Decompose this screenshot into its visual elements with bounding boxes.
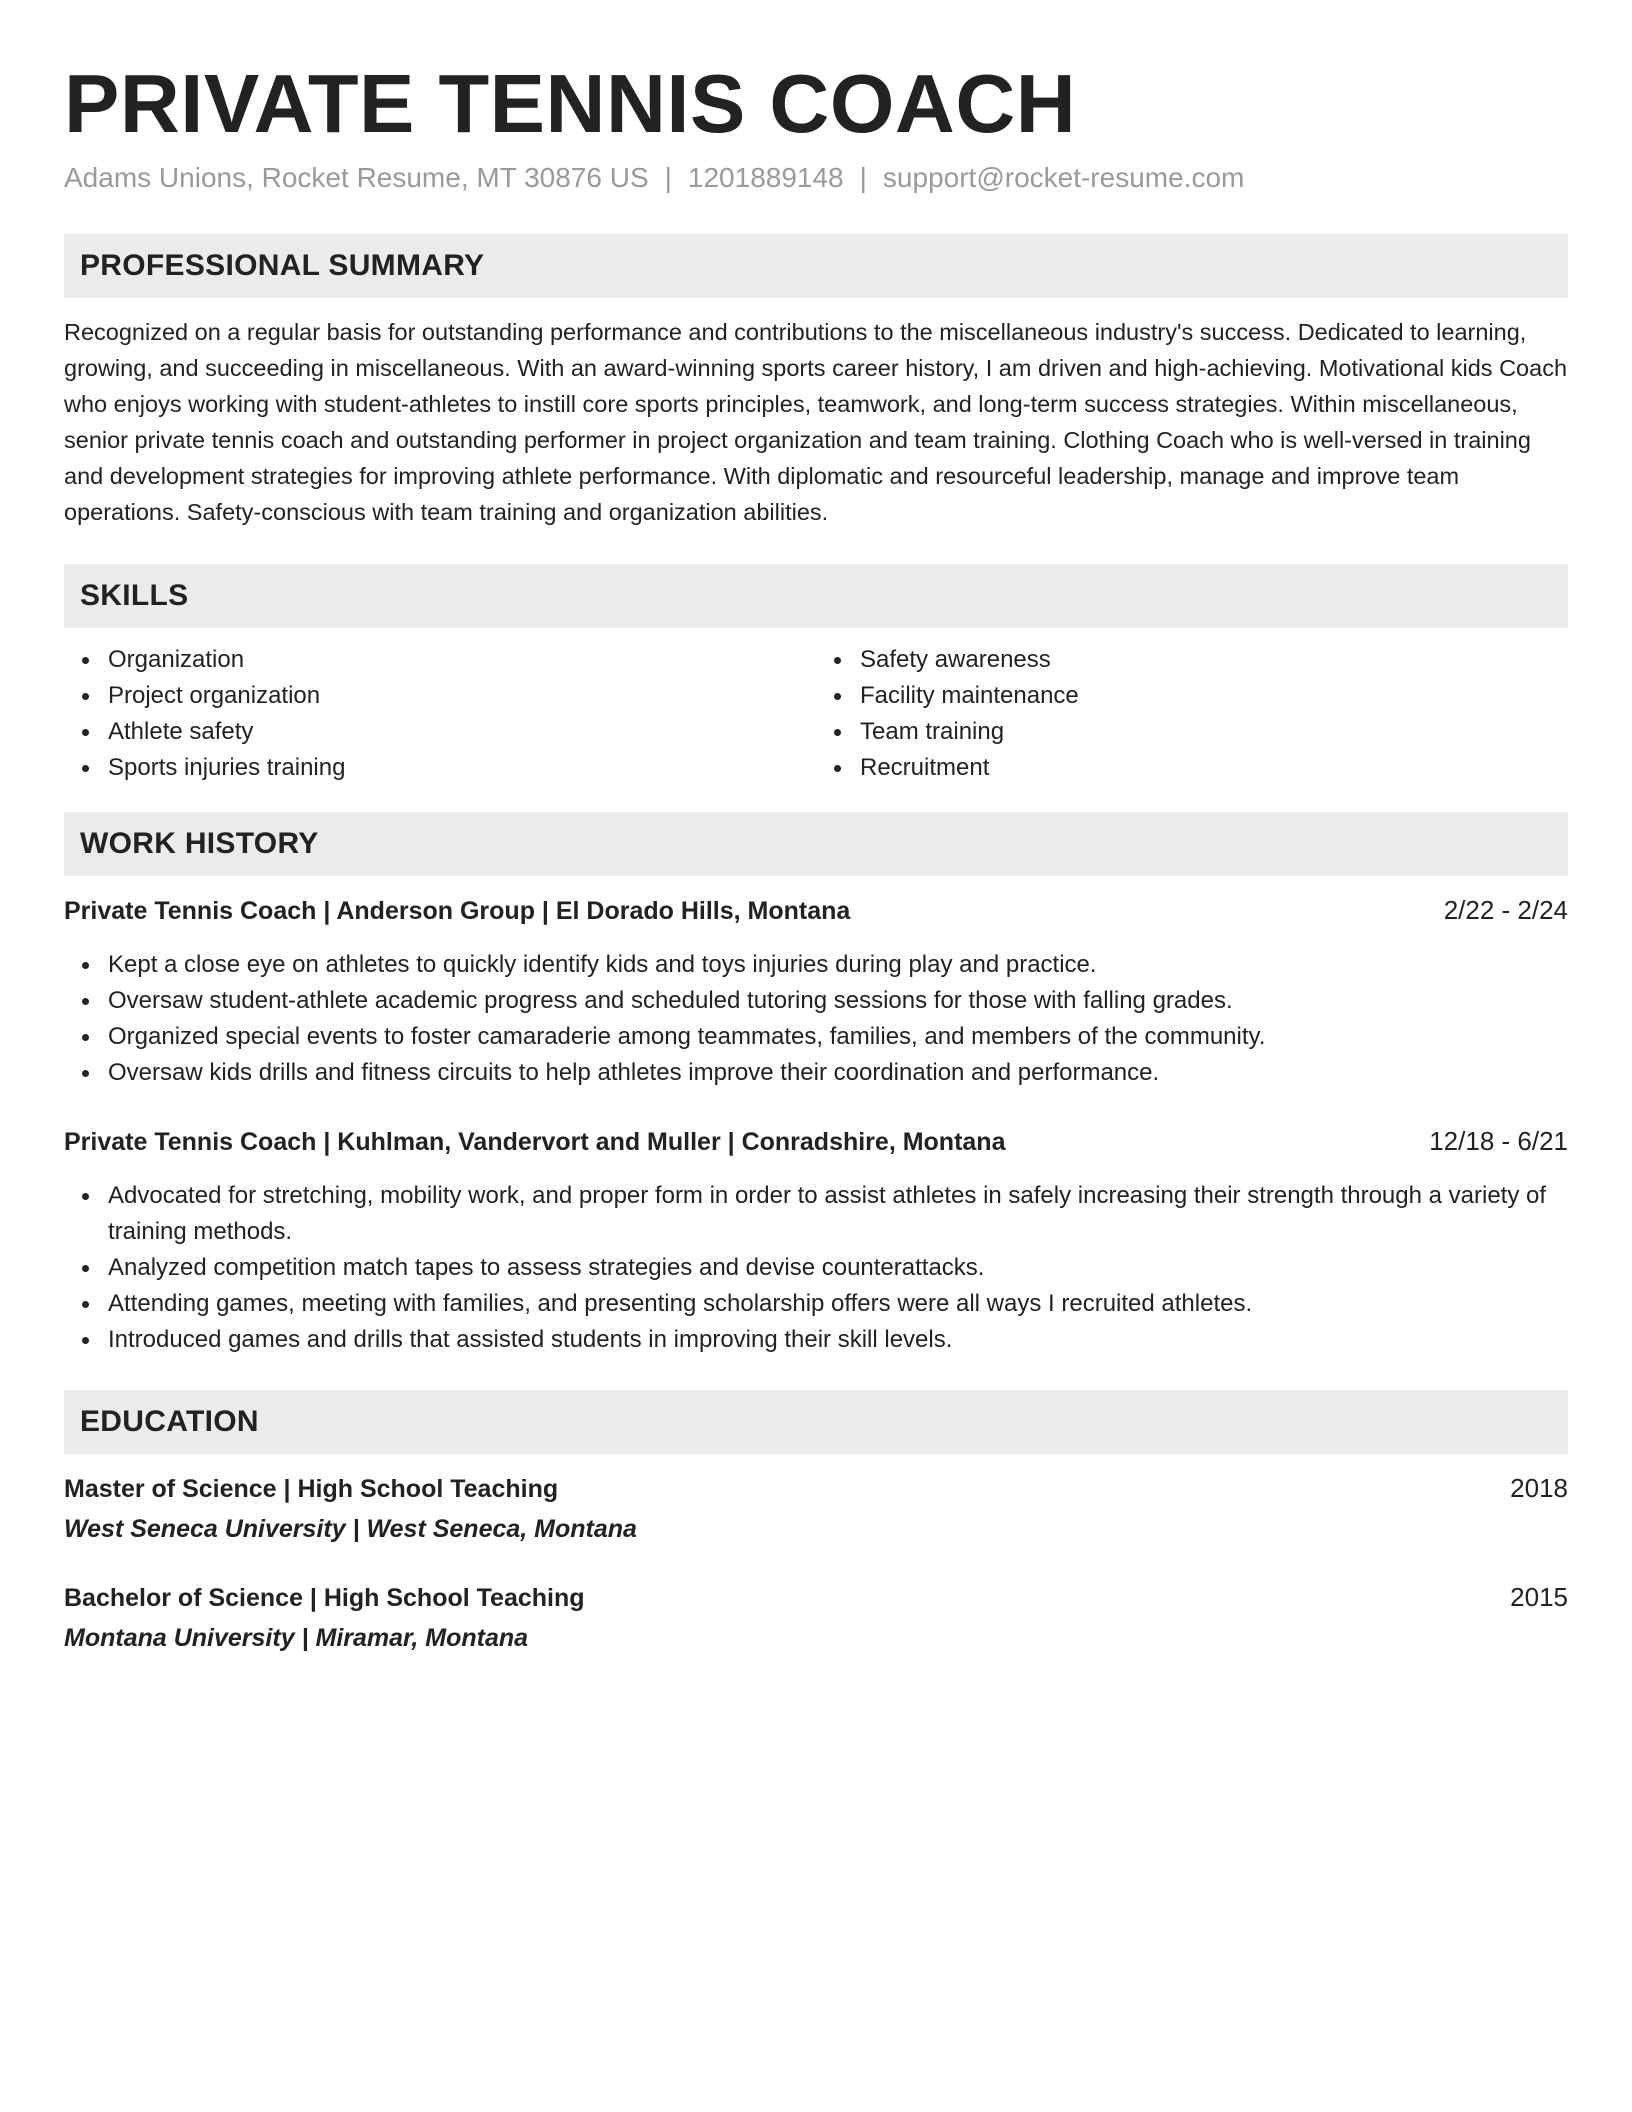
skills-column-right [816,642,1568,786]
skill-item: Organization [64,642,816,678]
degree-title: Master of Science | High School Teaching [64,1475,559,1503]
summary-heading: PROFESSIONAL SUMMARY [64,234,1568,298]
skill-item: Sports injuries training [64,750,816,786]
job-dates: 12/18 - 6/21 [1429,1126,1568,1156]
degree-year: 2015 [1510,1582,1568,1612]
contact-line [64,160,1568,196]
education-entry [64,1579,1568,1656]
skill-item: Facility maintenance [816,678,1568,714]
education-heading: EDUCATION [64,1390,1568,1454]
job-bullet: Analyzed competition match tapes to assess strategies and devise counterattacks. [64,1250,1568,1286]
school-name: Montana University | Miramar, Montana [64,1624,529,1652]
contact-address: Adams Unions, Rocket Resume, MT 30876 US [64,162,649,193]
skill-item: Project organization [64,678,816,714]
skill-item: Athlete safety [64,714,816,750]
summary-text: Recognized on a regular basis for outstanding performance and contributions to the miscellaneous industry's success. Dedicated to learning, growing, and succeeding in miscellaneous. With an award-winning sports career history, I am driven and high-achieving. Motivational kids Coach who enjoys working with student-athletes to instill core sports principles, teamwork, and long-term success strategies. Within miscellaneous, senior private tennis coach and outstanding performer in project organization and team training. Clothing Coach who is well-versed in training and development strategies for improving athlete performance. With diplomatic and resourceful leadership, manage and improve team operations. Safety-conscious with team training and organization abilities. [64,319,1568,525]
school-name: West Seneca University | West Seneca, Montana [64,1515,637,1543]
job-title: Private Tennis Coach | Kuhlman, Vandervort and Muller | Conradshire, Montana [64,1128,1006,1156]
job-bullet: Oversaw kids drills and fitness circuits to help athletes improve their coordination and performance. [64,1055,1568,1091]
job-bullet: Advocated for stretching, mobility work, and proper form in order to assist athletes in safely increasing their strength through a variety of training methods. [64,1178,1568,1250]
work-heading: WORK HISTORY [64,812,1568,876]
job-bullet: Introduced games and drills that assisted students in improving their skill levels. [64,1322,1568,1358]
contact-separator: | [664,162,672,193]
skill-item: Recruitment [816,750,1568,786]
education-entry [64,1470,1568,1547]
job-entry [64,1123,1568,1358]
degree-title: Bachelor of Science | High School Teaching [64,1584,585,1612]
contact-email: support@rocket-resume.com [882,162,1245,193]
job-bullet: Organized special events to foster camaraderie among teammates, families, and members of the community. [64,1019,1568,1055]
job-bullet: Attending games, meeting with families, and presenting scholarship offers were all ways I recruited athletes. [64,1286,1568,1322]
skill-item: Team training [816,714,1568,750]
job-entry [64,892,1568,1091]
job-bullets [64,1178,1568,1358]
skill-item: Safety awareness [816,642,1568,678]
job-bullets [64,947,1568,1091]
contact-separator: | [859,162,867,193]
job-title: Private Tennis Coach | Anderson Group | El Dorado Hills, Montana [64,897,851,925]
job-bullet: Kept a close eye on athletes to quickly identify kids and toys injuries during play and practice. [64,947,1568,983]
skills-column-left [64,642,816,786]
contact-phone: 1201889148 [687,162,844,193]
job-dates: 2/22 - 2/24 [1443,895,1568,925]
resume-name: PRIVATE TENNIS COACH [64,57,1077,150]
job-bullet: Oversaw student-athlete academic progress and scheduled tutoring sessions for those with falling grades. [64,983,1568,1019]
skills-list [64,642,1568,786]
skills-heading: SKILLS [64,564,1568,628]
degree-year: 2018 [1510,1473,1568,1503]
